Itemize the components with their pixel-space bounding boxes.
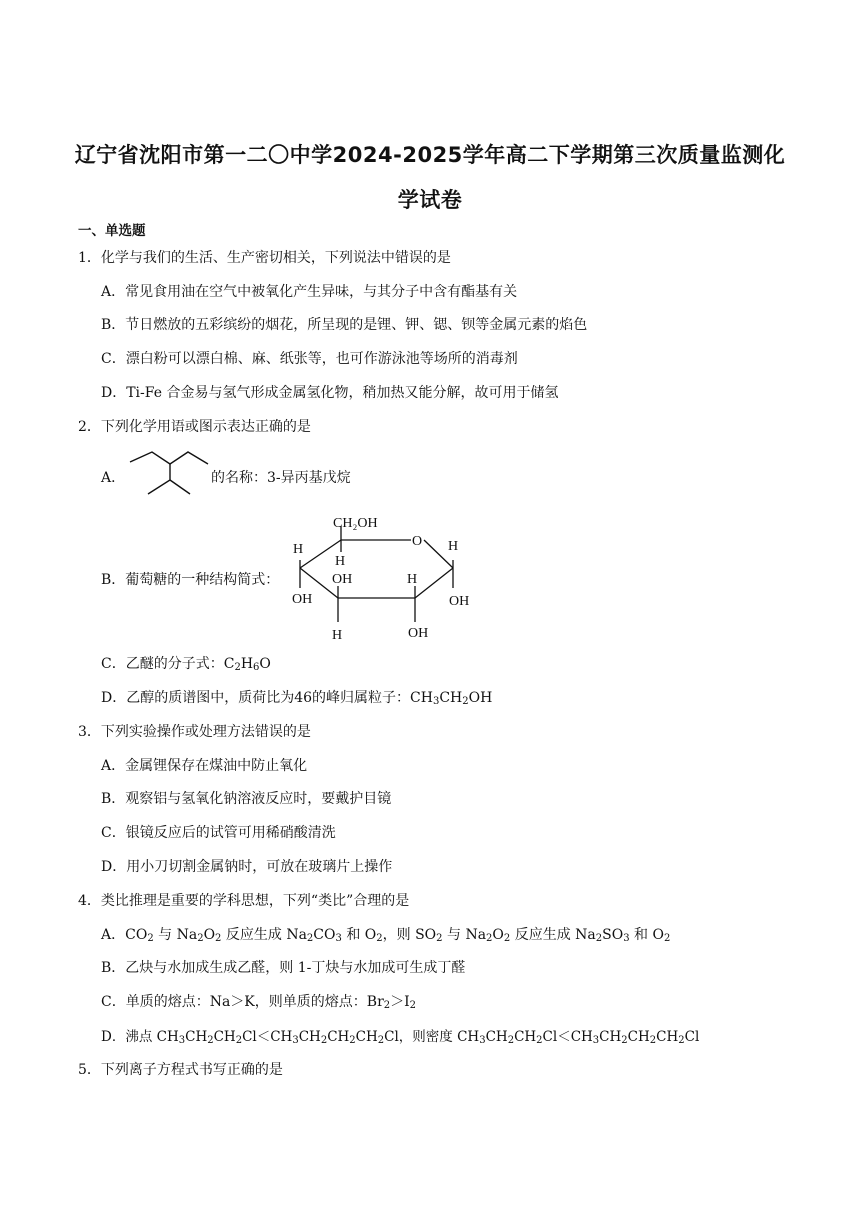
glucose-h-label: H	[335, 554, 346, 569]
question-1-option-c: C．漂白粉可以漂白棉、麻、纸张等，也可作游泳池等场所的消毒剂	[101, 351, 518, 367]
glucose-ch2oh-label: CH₂OH	[333, 516, 378, 531]
glucose-h-label: H	[293, 542, 304, 557]
glucose-oh-label: OH	[292, 592, 313, 607]
skeletal-formula-3-isopropylpentane	[126, 448, 210, 500]
question-3-option-d: D．用小刀切割金属钠时，可放在玻璃片上操作	[101, 859, 393, 875]
question-3-option-c: C．银镜反应后的试管可用稀硝酸清洗	[101, 825, 336, 841]
question-3-stem: 3．下列实验操作或处理方法错误的是	[78, 724, 311, 740]
question-4-option-a: A．$CO_2$ 与 $Na_2O_2$ 反应生成 $Na_2CO_3$ 和 $O_2$，则 $SO_2$ 与 $Na_2O_2$ 反应生成 $Na_2SO_3$ 和 $O_2$	[101, 927, 671, 944]
question-2-stem: 2．下列化学用语或图示表达正确的是	[78, 419, 311, 435]
glucose-h-label: H	[332, 628, 343, 643]
question-4-option-b: B．乙炔与水加成生成乙醛，则 1-丁炔与水加成可生成丁醛	[101, 960, 466, 976]
question-2-option-a-label: A．	[101, 470, 126, 486]
question-2-option-d: D．乙醇的质谱图中，质荷比为46的峰归属粒子：$CH_3CH_2OH$	[101, 690, 493, 707]
question-1-option-a: A．常见食用油在空气中被氧化产生异味，与其分子中含有酯基有关	[101, 284, 518, 300]
title-line-1: 辽宁省沈阳市第一二〇中学2024-2025学年高二下学期第三次质量监测化	[74, 143, 786, 167]
glucose-oh-label: OH	[449, 594, 470, 609]
question-1-option-b: B．节日燃放的五彩缤纷的烟花，所呈现的是锂、钾、锶、钡等金属元素的焰色	[101, 317, 588, 333]
question-4-option-c: C．单质的熔点：Na＞K，则单质的熔点：$Br_2>I_2$	[101, 994, 417, 1011]
glucose-haworth-structure	[288, 510, 478, 644]
question-2-option-b-text: B．葡萄糖的一种结构简式：	[101, 572, 280, 588]
glucose-oh-label: OH	[332, 572, 353, 587]
title-line-2: 学试卷	[397, 188, 463, 212]
glucose-h-label: H	[407, 572, 418, 587]
section-heading: 一、单选题	[78, 223, 146, 239]
question-4-option-d: D．沸点 $CH_3CH_2CH_2Cl<CH_3CH_2CH_2CH_2Cl$，则密度 $CH_3CH_2CH_2Cl<CH_3CH_2CH_2CH_2Cl$	[101, 1029, 700, 1046]
glucose-h-label: H	[448, 539, 459, 554]
glucose-ring-oxygen-label: O	[412, 534, 423, 549]
glucose-oh-label: OH	[408, 626, 429, 641]
question-5-stem: 5．下列离子方程式书写正确的是	[78, 1062, 283, 1078]
question-2-option-c: C．乙醚的分子式：$C_2H_6O$	[101, 656, 271, 673]
question-3-option-a: A．金属锂保存在煤油中防止氧化	[101, 758, 308, 774]
question-1-stem: 1．化学与我们的生活、生产密切相关，下列说法中错误的是	[78, 250, 451, 266]
question-2-option-a-text: 的名称：3-异丙基戊烷	[211, 470, 351, 486]
question-4-stem: 4．类比推理是重要的学科思想，下列“类比”合理的是	[78, 893, 410, 909]
question-1-option-d: D．Ti-Fe 合金易与氢气形成金属氢化物，稍加热又能分解，故可用于储氢	[101, 385, 559, 401]
question-3-option-b: B．观察铝与氢氧化钠溶液反应时，要戴护目镜	[101, 791, 392, 807]
